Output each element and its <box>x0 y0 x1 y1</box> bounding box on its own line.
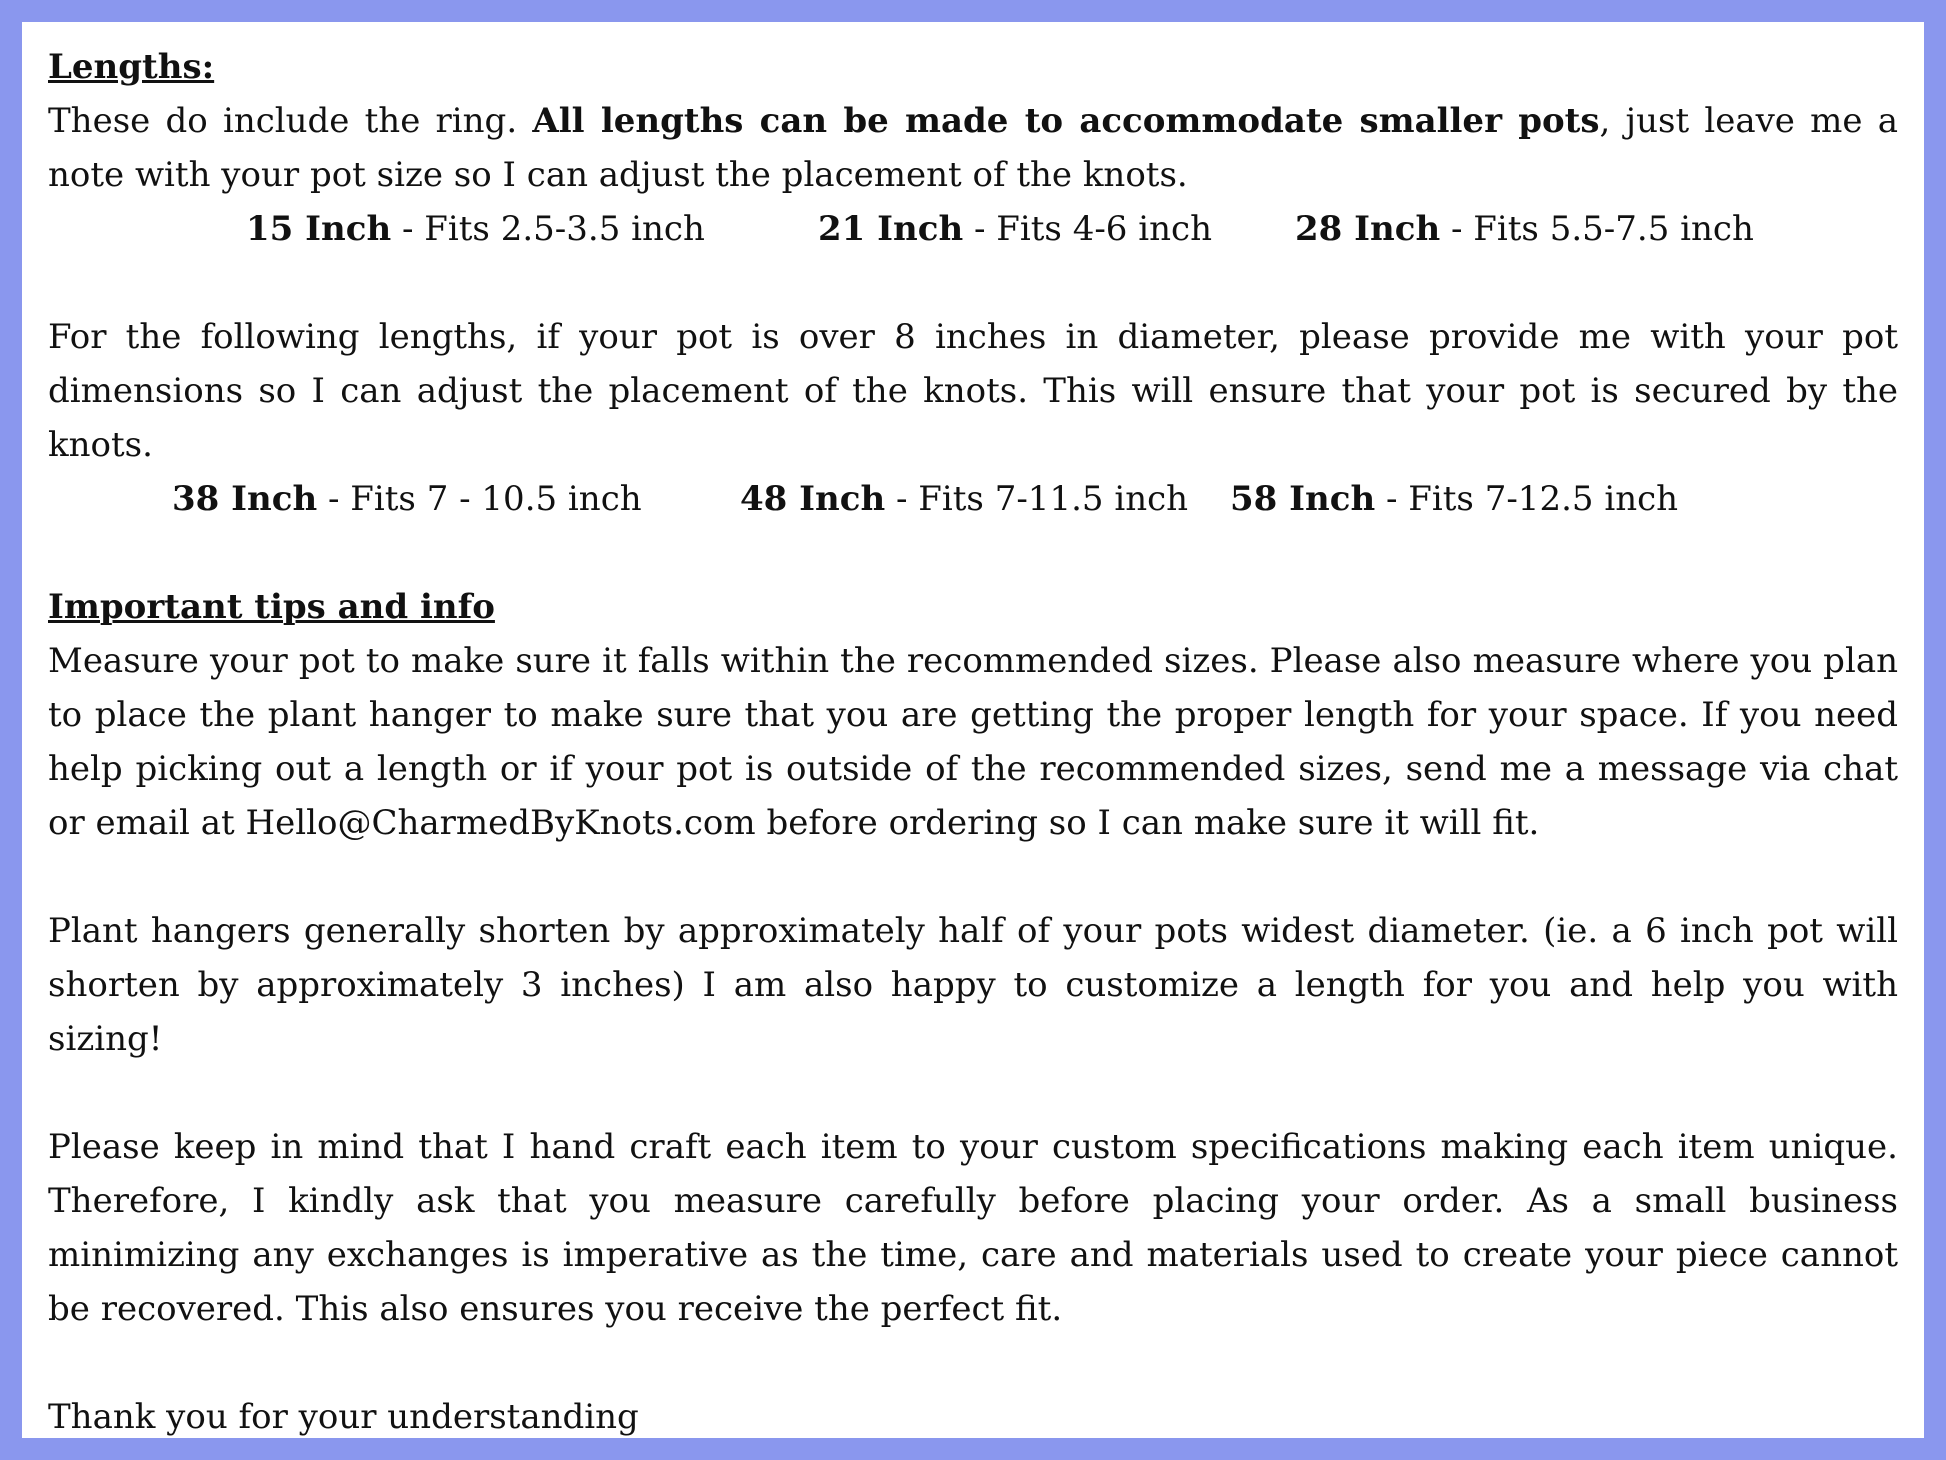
size-label: 38 Inch <box>172 479 318 519</box>
size-21-inch <box>818 202 1212 256</box>
following-lengths-text: For the following lengths, if your pot is over 8 inches in diameter, please provide me with your pot dimensions so I can adjust the placement of the knots. This will ensure that your pot is secured by the knots. <box>48 317 1898 465</box>
size-label: 58 Inch <box>1230 479 1376 519</box>
document-content <box>48 40 1898 1438</box>
spacer <box>48 1066 1898 1120</box>
size-label: 48 Inch <box>740 479 886 519</box>
lengths-intro-end: , just leave me a note with your pot size so I can adjust the placement of the knots. <box>48 101 1898 195</box>
tips-paragraph-handcraft: Please keep in mind that I hand craft each item to your custom specifications making each item unique. Therefore, I kindly ask that you measure carefully before placing your order. As a small business minimizing any exchanges is imperative as the time, care and materials used to create your piece cannot be recovered. This also ensures you receive the perfect fit. <box>48 1127 1898 1329</box>
spacer <box>48 1336 1898 1390</box>
lengths-intro <box>48 94 1898 202</box>
spacer <box>48 256 1898 310</box>
lengths-intro-bold: All lengths can be made to accommodate smaller pots <box>532 101 1600 141</box>
size-28-inch <box>1295 202 1754 256</box>
lengths-heading: Lengths: <box>48 47 215 87</box>
size-fit: - Fits 4-6 inch <box>963 209 1212 249</box>
tips-paragraph-shorten: Plant hangers generally shorten by approximately half of your pots widest diameter. (ie. a 6 inch pot will shorten by approximately 3 inches) I am also happy to customize a length for you and help you with sizing! <box>48 911 1898 1059</box>
size-fit: - Fits 7-11.5 inch <box>885 479 1189 519</box>
size-label: 28 Inch <box>1295 209 1441 249</box>
tips-heading: Important tips and info <box>48 587 495 627</box>
size-15-inch <box>246 202 705 256</box>
size-label: 21 Inch <box>818 209 964 249</box>
size-fit: - Fits 2.5-3.5 inch <box>391 209 705 249</box>
sizes-row-1 <box>48 202 1898 256</box>
size-38-inch <box>172 472 642 526</box>
closing-text: Thank you for your understanding <box>48 1397 639 1437</box>
size-label: 15 Inch <box>246 209 392 249</box>
spacer <box>48 526 1898 580</box>
tips-paragraph-measure: Measure your pot to make sure it falls within the recommended sizes. Please also measure where you plan to place the plant hanger to make sure that you are getting the proper length for your space. If you need help picking out a length or if your pot is outside of the recommended sizes, send me a message via chat or email at Hello@CharmedByKnots.com before ordering so I can make sure it will fit. <box>48 641 1898 843</box>
document-page <box>22 22 1924 1438</box>
lengths-intro-start: These do include the ring. <box>48 101 533 141</box>
size-48-inch <box>740 472 1188 526</box>
size-fit: - Fits 7 - 10.5 inch <box>317 479 642 519</box>
size-fit: - Fits 7-12.5 inch <box>1375 479 1679 519</box>
spacer <box>48 850 1898 904</box>
size-58-inch <box>1230 472 1678 526</box>
size-fit: - Fits 5.5-7.5 inch <box>1440 209 1754 249</box>
sizes-row-2 <box>48 472 1898 526</box>
